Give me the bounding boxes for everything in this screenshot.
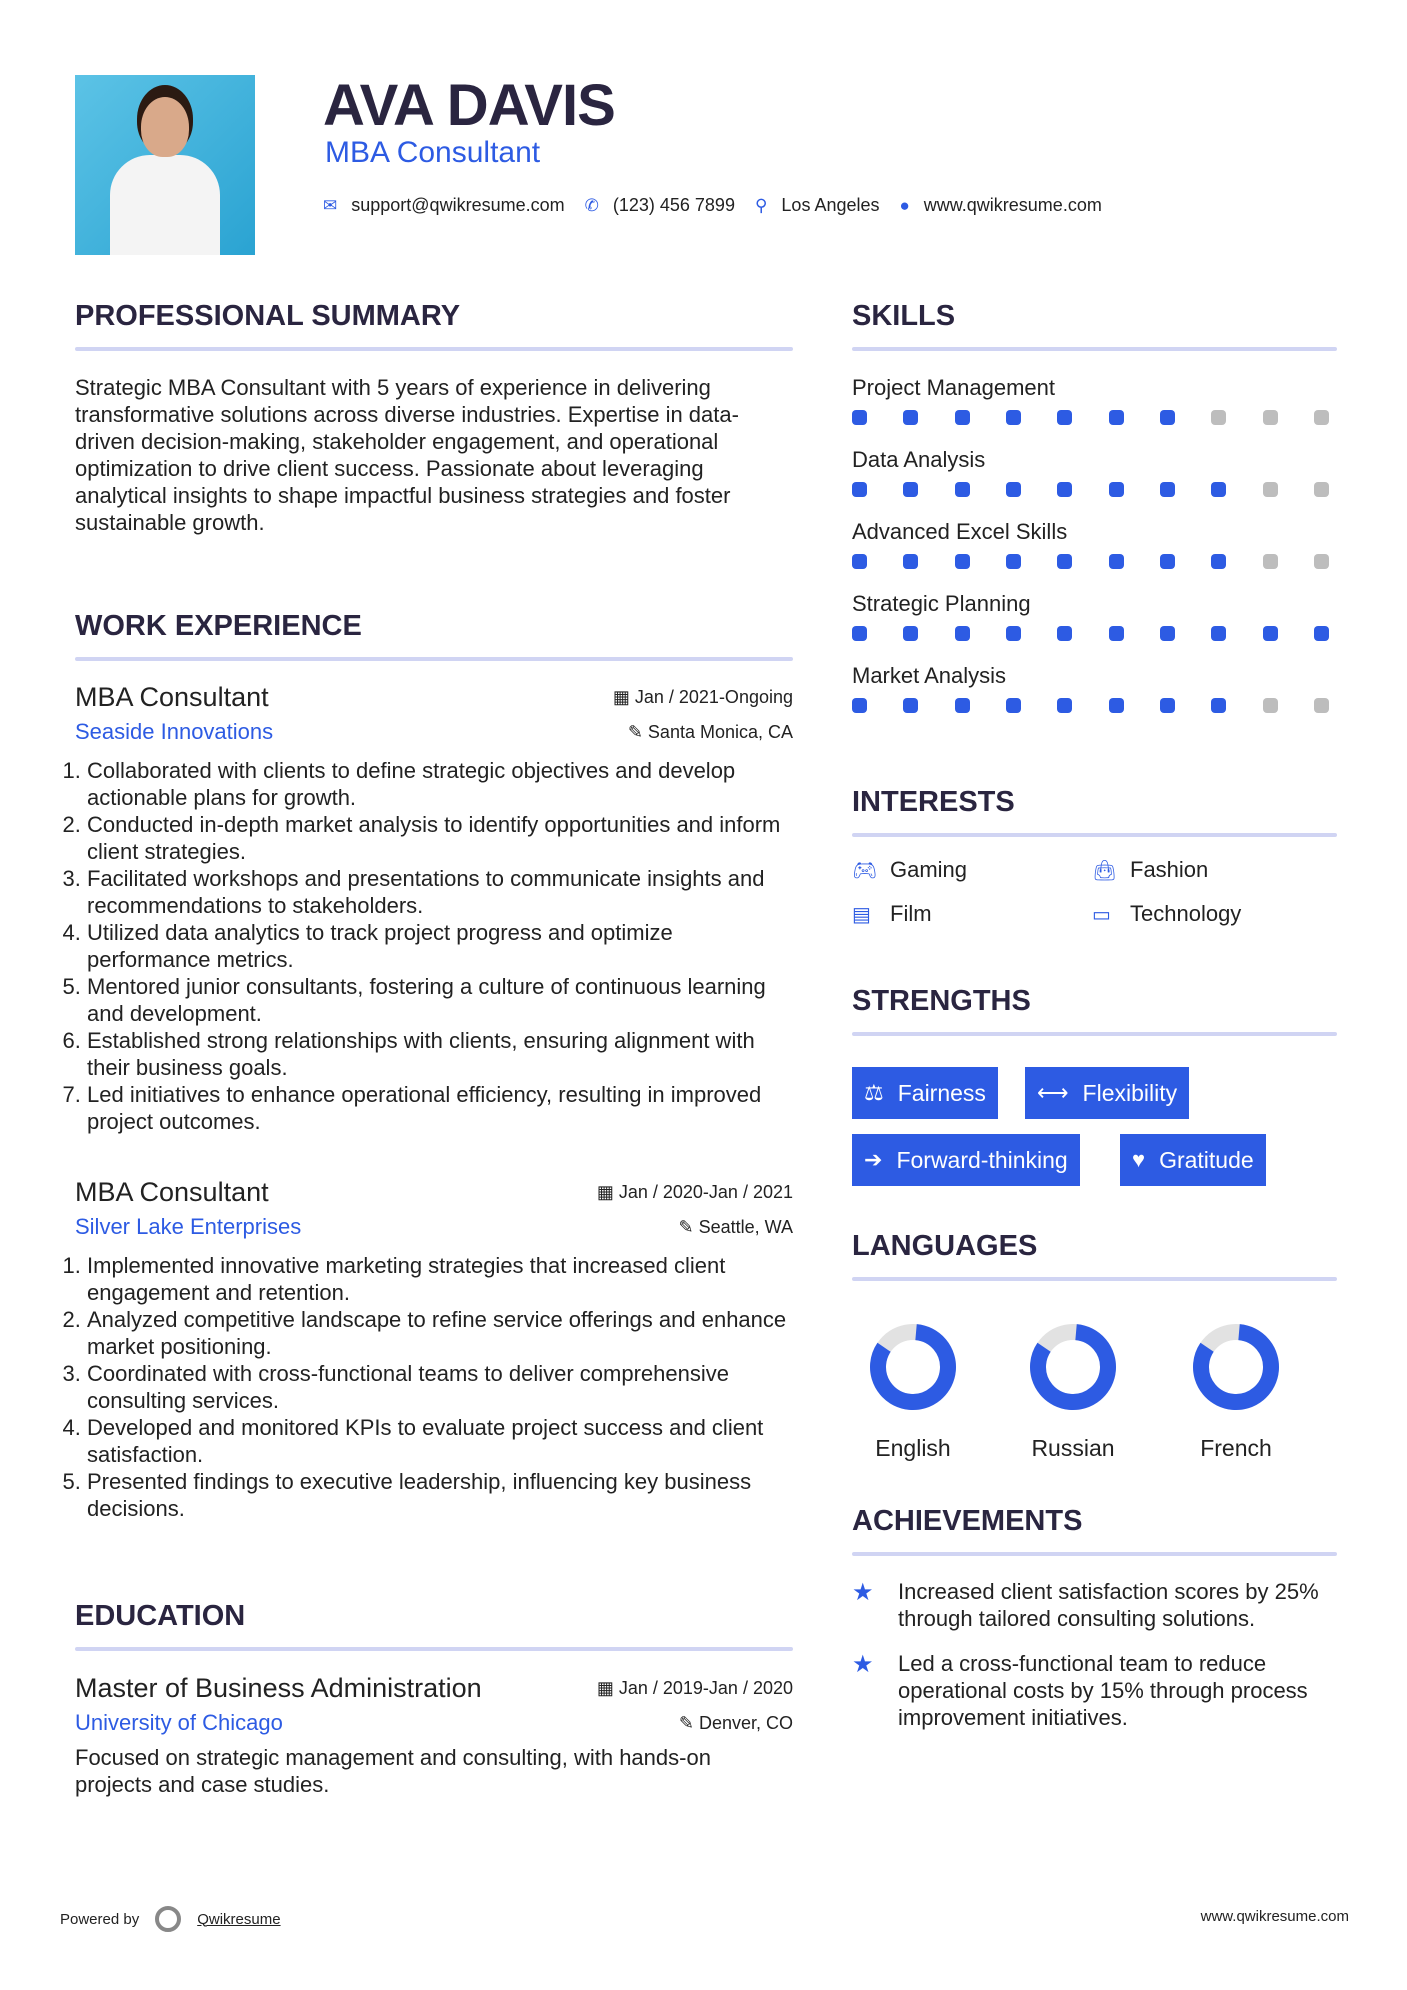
candidate-title: MBA Consultant [325, 136, 541, 169]
rating-dot [1160, 410, 1175, 425]
skill-label: Strategic Planning [852, 591, 1031, 616]
language-label: Russian [1031, 1435, 1115, 1461]
language-item [848, 1322, 978, 1462]
strength-badge [852, 1067, 998, 1119]
job-entry [75, 1177, 793, 1522]
skill-item [852, 519, 1337, 569]
interests-section [852, 786, 1337, 927]
divider [852, 833, 1337, 837]
rating-dot [1160, 698, 1175, 713]
gamepad-icon: 🎮︎ [852, 859, 878, 882]
interest-item [852, 901, 1092, 927]
interest-label: Technology [1130, 901, 1242, 926]
rating-dot [1211, 554, 1226, 569]
calendar-icon: ▦ [596, 1678, 619, 1698]
achievement-text: Increased client satisfaction scores by 25% through tailored consulting solutions. [898, 1579, 1319, 1631]
rating-dot [1263, 554, 1278, 569]
achievement-item [852, 1578, 1337, 1632]
language-label: French [1200, 1435, 1272, 1461]
rating-dot [955, 482, 970, 497]
list-item: 5. Presented findings to executive leadership, influencing key business decisions. [87, 1468, 793, 1522]
rating-dot [1314, 554, 1329, 569]
degree: Master of Business Administration [75, 1673, 482, 1703]
rating-dot [1160, 626, 1175, 641]
rating-dot [955, 410, 970, 425]
list-item: 1. Implemented innovative marketing strategies that increased client engagement and retention. [87, 1252, 793, 1306]
arrows-h-icon: ⟷ [1037, 1080, 1069, 1105]
interest-item [852, 857, 1092, 883]
summary-text: Strategic MBA Consultant with 5 years of experience in delivering transformative solutions across diverse industries. Expertise in data-driven decision-making, stakeholder engagement, and operational optimization to drive client success. Passionate about leveraging analytical insights to shape impactful business strategies and foster sustainable growth. [75, 375, 739, 535]
list-item: 5. Mentored junior consultants, fostering a culture of continuous learning and development. [87, 973, 793, 1027]
powered-by-label: Powered by [60, 1910, 140, 1928]
globe-icon: ● [899, 195, 910, 215]
list-item: 2. Analyzed competitive landscape to refine service offerings and enhance market positioning. [87, 1306, 793, 1360]
interest-label: Gaming [890, 857, 968, 882]
arrow-right-icon: ➔ [864, 1147, 883, 1172]
rating-dot [1314, 698, 1329, 713]
achievement-text: Led a cross-functional team to reduce operational costs by 15% through process improvement initiatives. [898, 1651, 1308, 1730]
candidate-name: AVA DAVIS [323, 73, 615, 138]
strength-label: Gratitude [1159, 1146, 1254, 1173]
location: Los Angeles [781, 195, 880, 215]
rating-dot [1263, 698, 1278, 713]
phone: (123) 456 7899 [612, 195, 735, 215]
rating-dot [1211, 698, 1226, 713]
strength-badge [1025, 1067, 1189, 1119]
language-item [1171, 1322, 1301, 1462]
language-label: English [875, 1435, 951, 1461]
rating-dot [1211, 626, 1226, 641]
education-date: Jan / 2019-Jan / 2020 [618, 1678, 793, 1698]
strength-label: Fairness [897, 1079, 986, 1106]
skill-label: Data Analysis [852, 447, 986, 472]
rating-dot [1263, 410, 1278, 425]
education-location: Denver, CO [698, 1712, 793, 1733]
languages-section [852, 1230, 1337, 1460]
rating-dot [1057, 410, 1072, 425]
job-bullets [69, 1252, 793, 1522]
achievement-item [852, 1650, 1337, 1731]
language-item [1008, 1322, 1138, 1462]
rating-dot [1109, 554, 1124, 569]
experience-section [75, 610, 793, 661]
star-icon: ★ [852, 1651, 874, 1678]
job-location: Seattle, WA [698, 1216, 793, 1237]
rating-dot [1211, 482, 1226, 497]
section-heading: WORK EXPERIENCE [75, 610, 362, 642]
list-item: 3. Coordinated with cross-functional teams to deliver comprehensive consulting services. [87, 1360, 793, 1414]
strengths-section [852, 985, 1337, 1185]
strength-badge [852, 1134, 1080, 1186]
divider [852, 1552, 1337, 1556]
film-icon: ▤ [852, 903, 871, 926]
rating-dot [1314, 626, 1329, 641]
rating-dot [852, 554, 867, 569]
rating-dot [852, 410, 867, 425]
divider [75, 657, 793, 661]
balance-scale-icon: ⚖ [864, 1080, 884, 1105]
section-heading: SKILLS [852, 300, 956, 332]
interest-item [1092, 901, 1332, 927]
language-donut [1191, 1322, 1281, 1412]
skill-item [852, 663, 1337, 713]
website[interactable]: www.qwikresume.com [923, 195, 1102, 215]
profile-photo [75, 75, 255, 255]
rating-dot [1006, 554, 1021, 569]
strength-label: Forward-thinking [896, 1146, 1068, 1173]
company-name: Seaside Innovations [75, 719, 274, 744]
skill-rating [852, 698, 1329, 713]
rating-dot [1109, 626, 1124, 641]
section-heading: LANGUAGES [852, 1230, 1038, 1262]
rating-dot [955, 554, 970, 569]
interest-label: Film [890, 901, 932, 926]
skill-rating [852, 554, 1329, 569]
phone-icon: ✆ [584, 195, 599, 215]
divider [75, 1647, 793, 1651]
section-heading: INTERESTS [852, 786, 1015, 818]
pin-icon: ✎ [627, 721, 648, 742]
skill-item [852, 375, 1337, 425]
envelope-icon: ✉ [323, 195, 338, 215]
footer-powered [60, 1906, 281, 1932]
section-heading: EDUCATION [75, 1600, 246, 1632]
skill-rating [852, 482, 1329, 497]
language-donut [868, 1322, 958, 1412]
school-name: University of Chicago [75, 1710, 283, 1735]
rating-dot [1160, 482, 1175, 497]
job-title: MBA Consultant [75, 1177, 269, 1207]
rating-dot [1057, 482, 1072, 497]
strength-label: Flexibility [1082, 1079, 1178, 1106]
job-bullets [69, 757, 793, 1135]
divider [852, 1277, 1337, 1281]
job-entry [75, 682, 793, 1135]
divider [75, 347, 793, 351]
rating-dot [1109, 482, 1124, 497]
rating-dot [1006, 482, 1021, 497]
section-heading: STRENGTHS [852, 985, 1031, 1017]
rating-dot [1211, 410, 1226, 425]
skills-section [852, 300, 1337, 735]
interest-item [1092, 857, 1332, 883]
rating-dot [903, 482, 918, 497]
section-heading: ACHIEVEMENTS [852, 1505, 1083, 1537]
email[interactable]: support@qwikresume.com [351, 195, 565, 215]
calendar-icon: ▦ [612, 687, 635, 707]
rating-dot [903, 554, 918, 569]
shopping-bag-icon: 👜︎ [1092, 859, 1118, 882]
rating-dot [1160, 554, 1175, 569]
list-item: 4. Developed and monitored KPIs to evaluate project success and client satisfaction. [87, 1414, 793, 1468]
job-date: Jan / 2020-Jan / 2021 [618, 1182, 793, 1202]
rating-dot [1109, 410, 1124, 425]
job-location: Santa Monica, CA [647, 721, 793, 742]
rating-dot [1263, 626, 1278, 641]
footer-website[interactable]: www.qwikresume.com [1200, 1908, 1349, 1925]
rating-dot [1263, 482, 1278, 497]
achievements-section [852, 1505, 1337, 1749]
divider [852, 1032, 1337, 1036]
rating-dot [1109, 698, 1124, 713]
rating-dot [903, 410, 918, 425]
rating-dot [1057, 626, 1072, 641]
list-item: 3. Facilitated workshops and presentations to communicate insights and recommendations to stakeholders. [87, 865, 793, 919]
heart-icon: ♥ [1132, 1147, 1146, 1172]
list-item: 1. Collaborated with clients to define strategic objectives and develop actionable plans for growth. [87, 757, 793, 811]
list-item: 7. Led initiatives to enhance operational efficiency, resulting in improved project outcomes. [87, 1081, 793, 1135]
skill-label: Project Management [852, 375, 1055, 400]
skill-item [852, 591, 1337, 641]
rating-dot [1057, 698, 1072, 713]
qwikresume-logo-icon [155, 1906, 181, 1932]
pin-icon: ✎ [678, 1216, 699, 1237]
list-item: 6. Established strong relationships with clients, ensuring alignment with their business goals. [87, 1027, 793, 1081]
language-donut [1028, 1322, 1118, 1412]
rating-dot [852, 698, 867, 713]
job-date: Jan / 2021-Ongoing [634, 687, 793, 707]
section-heading: PROFESSIONAL SUMMARY [75, 300, 461, 332]
strength-badge [1120, 1134, 1266, 1186]
rating-dot [903, 698, 918, 713]
laptop-icon: ▭ [1092, 903, 1111, 926]
skill-label: Advanced Excel Skills [852, 519, 1068, 544]
pin-icon: ✎ [678, 1712, 699, 1733]
rating-dot [1006, 410, 1021, 425]
rating-dot [852, 482, 867, 497]
contact-bar [323, 195, 1122, 216]
skill-rating [852, 626, 1329, 641]
divider [852, 347, 1337, 351]
education-section [75, 1600, 793, 1798]
list-item: 4. Utilized data analytics to track project progress and optimize performance metrics. [87, 919, 793, 973]
interest-label: Fashion [1130, 857, 1209, 882]
rating-dot [955, 698, 970, 713]
rating-dot [1314, 482, 1329, 497]
rating-dot [903, 626, 918, 641]
education-text: Focused on strategic management and consulting, with hands-on projects and case studies. [75, 1745, 711, 1797]
skill-item [852, 447, 1337, 497]
list-item: 2. Conducted in-depth market analysis to identify opportunities and inform client strategies. [87, 811, 793, 865]
skill-label: Market Analysis [852, 663, 1007, 688]
star-icon: ★ [852, 1579, 874, 1606]
rating-dot [852, 626, 867, 641]
rating-dot [1006, 698, 1021, 713]
rating-dot [1006, 626, 1021, 641]
summary-section [75, 300, 793, 536]
brand-link[interactable]: Qwikresume [197, 1910, 281, 1928]
rating-dot [1314, 410, 1329, 425]
rating-dot [1057, 554, 1072, 569]
map-marker-icon: ⚲ [754, 195, 768, 215]
company-name: Silver Lake Enterprises [75, 1214, 302, 1239]
job-title: MBA Consultant [75, 682, 269, 712]
skill-rating [852, 410, 1329, 425]
rating-dot [955, 626, 970, 641]
calendar-icon: ▦ [596, 1182, 619, 1202]
